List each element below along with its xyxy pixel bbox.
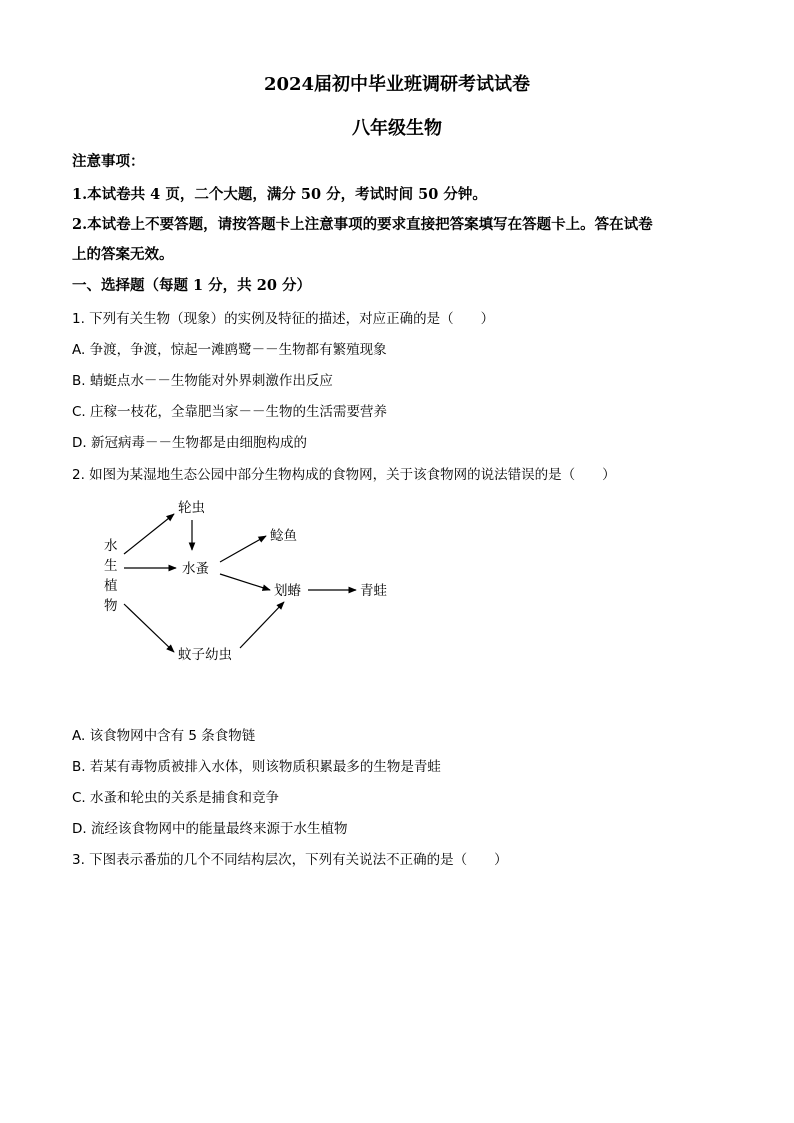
organism-rotifer: 轮虫: [178, 500, 205, 516]
question-2-option-c: C. 水蚤和轮虫的关系是捕食和竞争: [72, 790, 280, 806]
arrow-mosquito-larva-to-dragonfly-larva: [240, 602, 284, 648]
question-2-option-b: B. 若某有毒物质被排入水体，则该物质积累最多的生物是青蛙: [72, 759, 441, 775]
organism-mosquito-larva: 蚊子幼虫: [178, 647, 232, 663]
arrow-plant-to-rotifer: [124, 514, 174, 554]
question-1-stem: 1. 下列有关生物（现象）的实例及特征的描述，对应正确的是（ ）: [72, 311, 495, 327]
question-1-option-b: B. 蜻蜓点水－－生物能对外界刺激作出反应: [72, 373, 333, 389]
question-3-stem: 3. 下图表示番茄的几个不同结构层次，下列有关说法不正确的是（ ）: [72, 852, 508, 868]
organism-plant-char-3: 植: [104, 578, 118, 594]
organism-plant-char-2: 生: [104, 558, 118, 574]
section-heading: 一、选择题（每题 1 分，共 20 分）: [72, 277, 311, 294]
question-2-stem: 2. 如图为某湿地生态公园中部分生物构成的食物网，关于该食物网的说法错误的是（ ）: [72, 467, 616, 483]
food-web-diagram: [90, 492, 430, 672]
notes-item-1: 1.本试卷共 4 页，二个大题，满分 50 分，考试时间 50 分钟。: [72, 186, 487, 203]
organism-frog: 青蛙: [360, 583, 387, 599]
question-1-option-c: C. 庄稼一枝花，全靠肥当家－－生物的生活需要营养: [72, 404, 388, 420]
arrow-daphnia-to-catfish: [220, 536, 266, 562]
notes-item-2-line-2: 上的答案无效。: [72, 246, 174, 263]
organism-catfish: 鲶鱼: [270, 528, 297, 544]
organism-plant-char-1: 水: [104, 538, 118, 554]
arrow-daphnia-to-dragonfly-larva: [220, 574, 270, 590]
question-2-option-d: D. 流经该食物网中的能量最终来源于水生植物: [72, 821, 348, 837]
question-2-option-a: A. 该食物网中含有 5 条食物链: [72, 728, 256, 744]
organism-dragonfly-larva: 划蝽: [274, 583, 301, 599]
exam-subtitle: 八年级生物: [352, 118, 442, 139]
organism-daphnia: 水蚤: [182, 561, 209, 577]
notes-item-2-line-1: 2.本试卷上不要答题，请按答题卡上注意事项的要求直接把答案填写在答题卡上。答在试卷: [72, 216, 653, 233]
notes-heading: 注意事项：: [72, 153, 145, 170]
question-1-option-a: A. 争渡，争渡，惊起一滩鸥鹭－－生物都有繁殖现象: [72, 342, 387, 358]
exam-title: 2024届初中毕业班调研考试试卷: [263, 74, 531, 95]
arrow-plant-to-mosquito-larva: [124, 604, 174, 652]
question-1-option-d: D. 新冠病毒－－生物都是由细胞构成的: [72, 435, 307, 451]
organism-plant-char-4: 物: [104, 598, 118, 614]
